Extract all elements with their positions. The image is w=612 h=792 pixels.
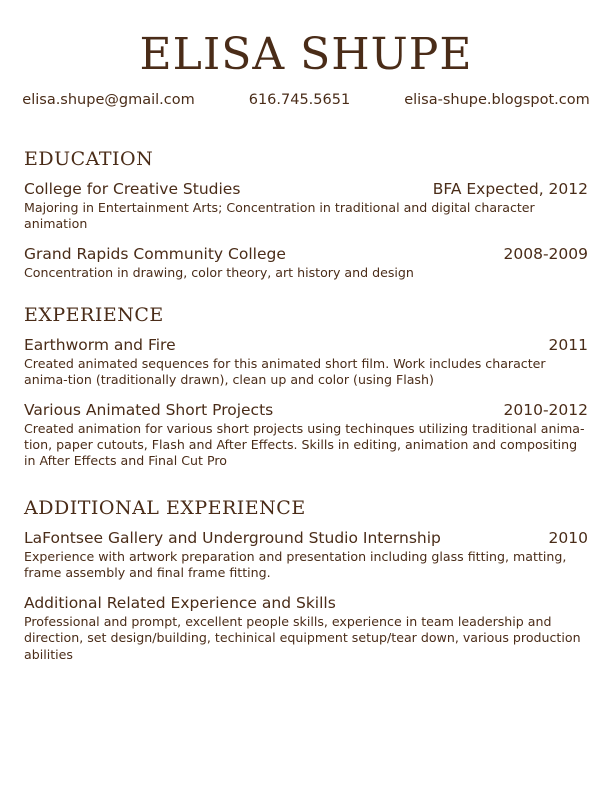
section-experience bbox=[24, 304, 588, 470]
entry-header bbox=[24, 245, 588, 263]
entry-title: College for Creative Studies bbox=[24, 180, 241, 199]
entry-description: Majoring in Entertainment Arts; Concentration in traditional and digital character animation bbox=[24, 200, 535, 232]
entry-header bbox=[24, 529, 588, 547]
entry-date: BFA Expected, 2012 bbox=[432, 180, 588, 199]
entry-date: 2008-2009 bbox=[503, 245, 588, 264]
page-title: ELISA SHUPE bbox=[139, 29, 473, 80]
entry-lafontsee-internship bbox=[24, 529, 588, 581]
contact-row bbox=[24, 92, 588, 108]
entry-title: Various Animated Short Projects bbox=[24, 400, 274, 419]
entry-various-animated-short-projects bbox=[24, 401, 588, 469]
contact-phone: 616.745.5651 bbox=[248, 92, 351, 109]
entry-description: Experience with artwork preparation and presentation including glass fitting, matting, frame assembly and final frame fitting. bbox=[24, 549, 567, 581]
entry-header bbox=[24, 401, 588, 419]
entry-date: 2010 bbox=[548, 529, 588, 548]
entry-description: Concentration in drawing, color theory, art history and design bbox=[24, 265, 414, 281]
entry-date: 2010-2012 bbox=[503, 400, 588, 419]
entry-description: Professional and prompt, excellent people skills, experience in team leadership and direction, set design/building, techinical equipment setup/tear down, various production abilities bbox=[24, 614, 581, 662]
entry-header bbox=[24, 336, 588, 354]
entry-ccs bbox=[24, 180, 588, 232]
entry-header bbox=[24, 594, 588, 612]
entry-title: LaFontsee Gallery and Underground Studio Internship bbox=[24, 529, 441, 548]
entry-earthworm-and-fire bbox=[24, 336, 588, 388]
entry-title: Grand Rapids Community College bbox=[24, 245, 286, 264]
entry-grcc bbox=[24, 245, 588, 281]
entry-date: 2011 bbox=[548, 335, 588, 354]
contact-email: elisa.shupe@gmail.com bbox=[22, 92, 195, 109]
section-heading: EDUCATION bbox=[24, 148, 154, 171]
section-heading: ADDITIONAL EXPERIENCE bbox=[24, 497, 306, 520]
contact-website: elisa-shupe.blogspot.com bbox=[404, 92, 590, 109]
entry-additional-related-skills bbox=[24, 594, 588, 662]
entry-description: Created animation for various short projects using techinques utilizing traditional anima-tion, paper cutouts, Flash and After Effects. Skills in editing, animation and compositing in After Effects and Final Cut Pro bbox=[24, 420, 585, 468]
section-heading: EXPERIENCE bbox=[24, 303, 164, 326]
entry-title: Additional Related Experience and Skills bbox=[24, 594, 336, 613]
entry-header bbox=[24, 180, 588, 198]
section-education bbox=[24, 148, 588, 281]
entry-title: Earthworm and Fire bbox=[24, 335, 176, 354]
entry-description: Created animated sequences for this animated short film. Work includes character anima-tion (traditionally drawn), clean up and color (using Flash) bbox=[24, 355, 546, 387]
section-additional-experience bbox=[24, 497, 588, 663]
